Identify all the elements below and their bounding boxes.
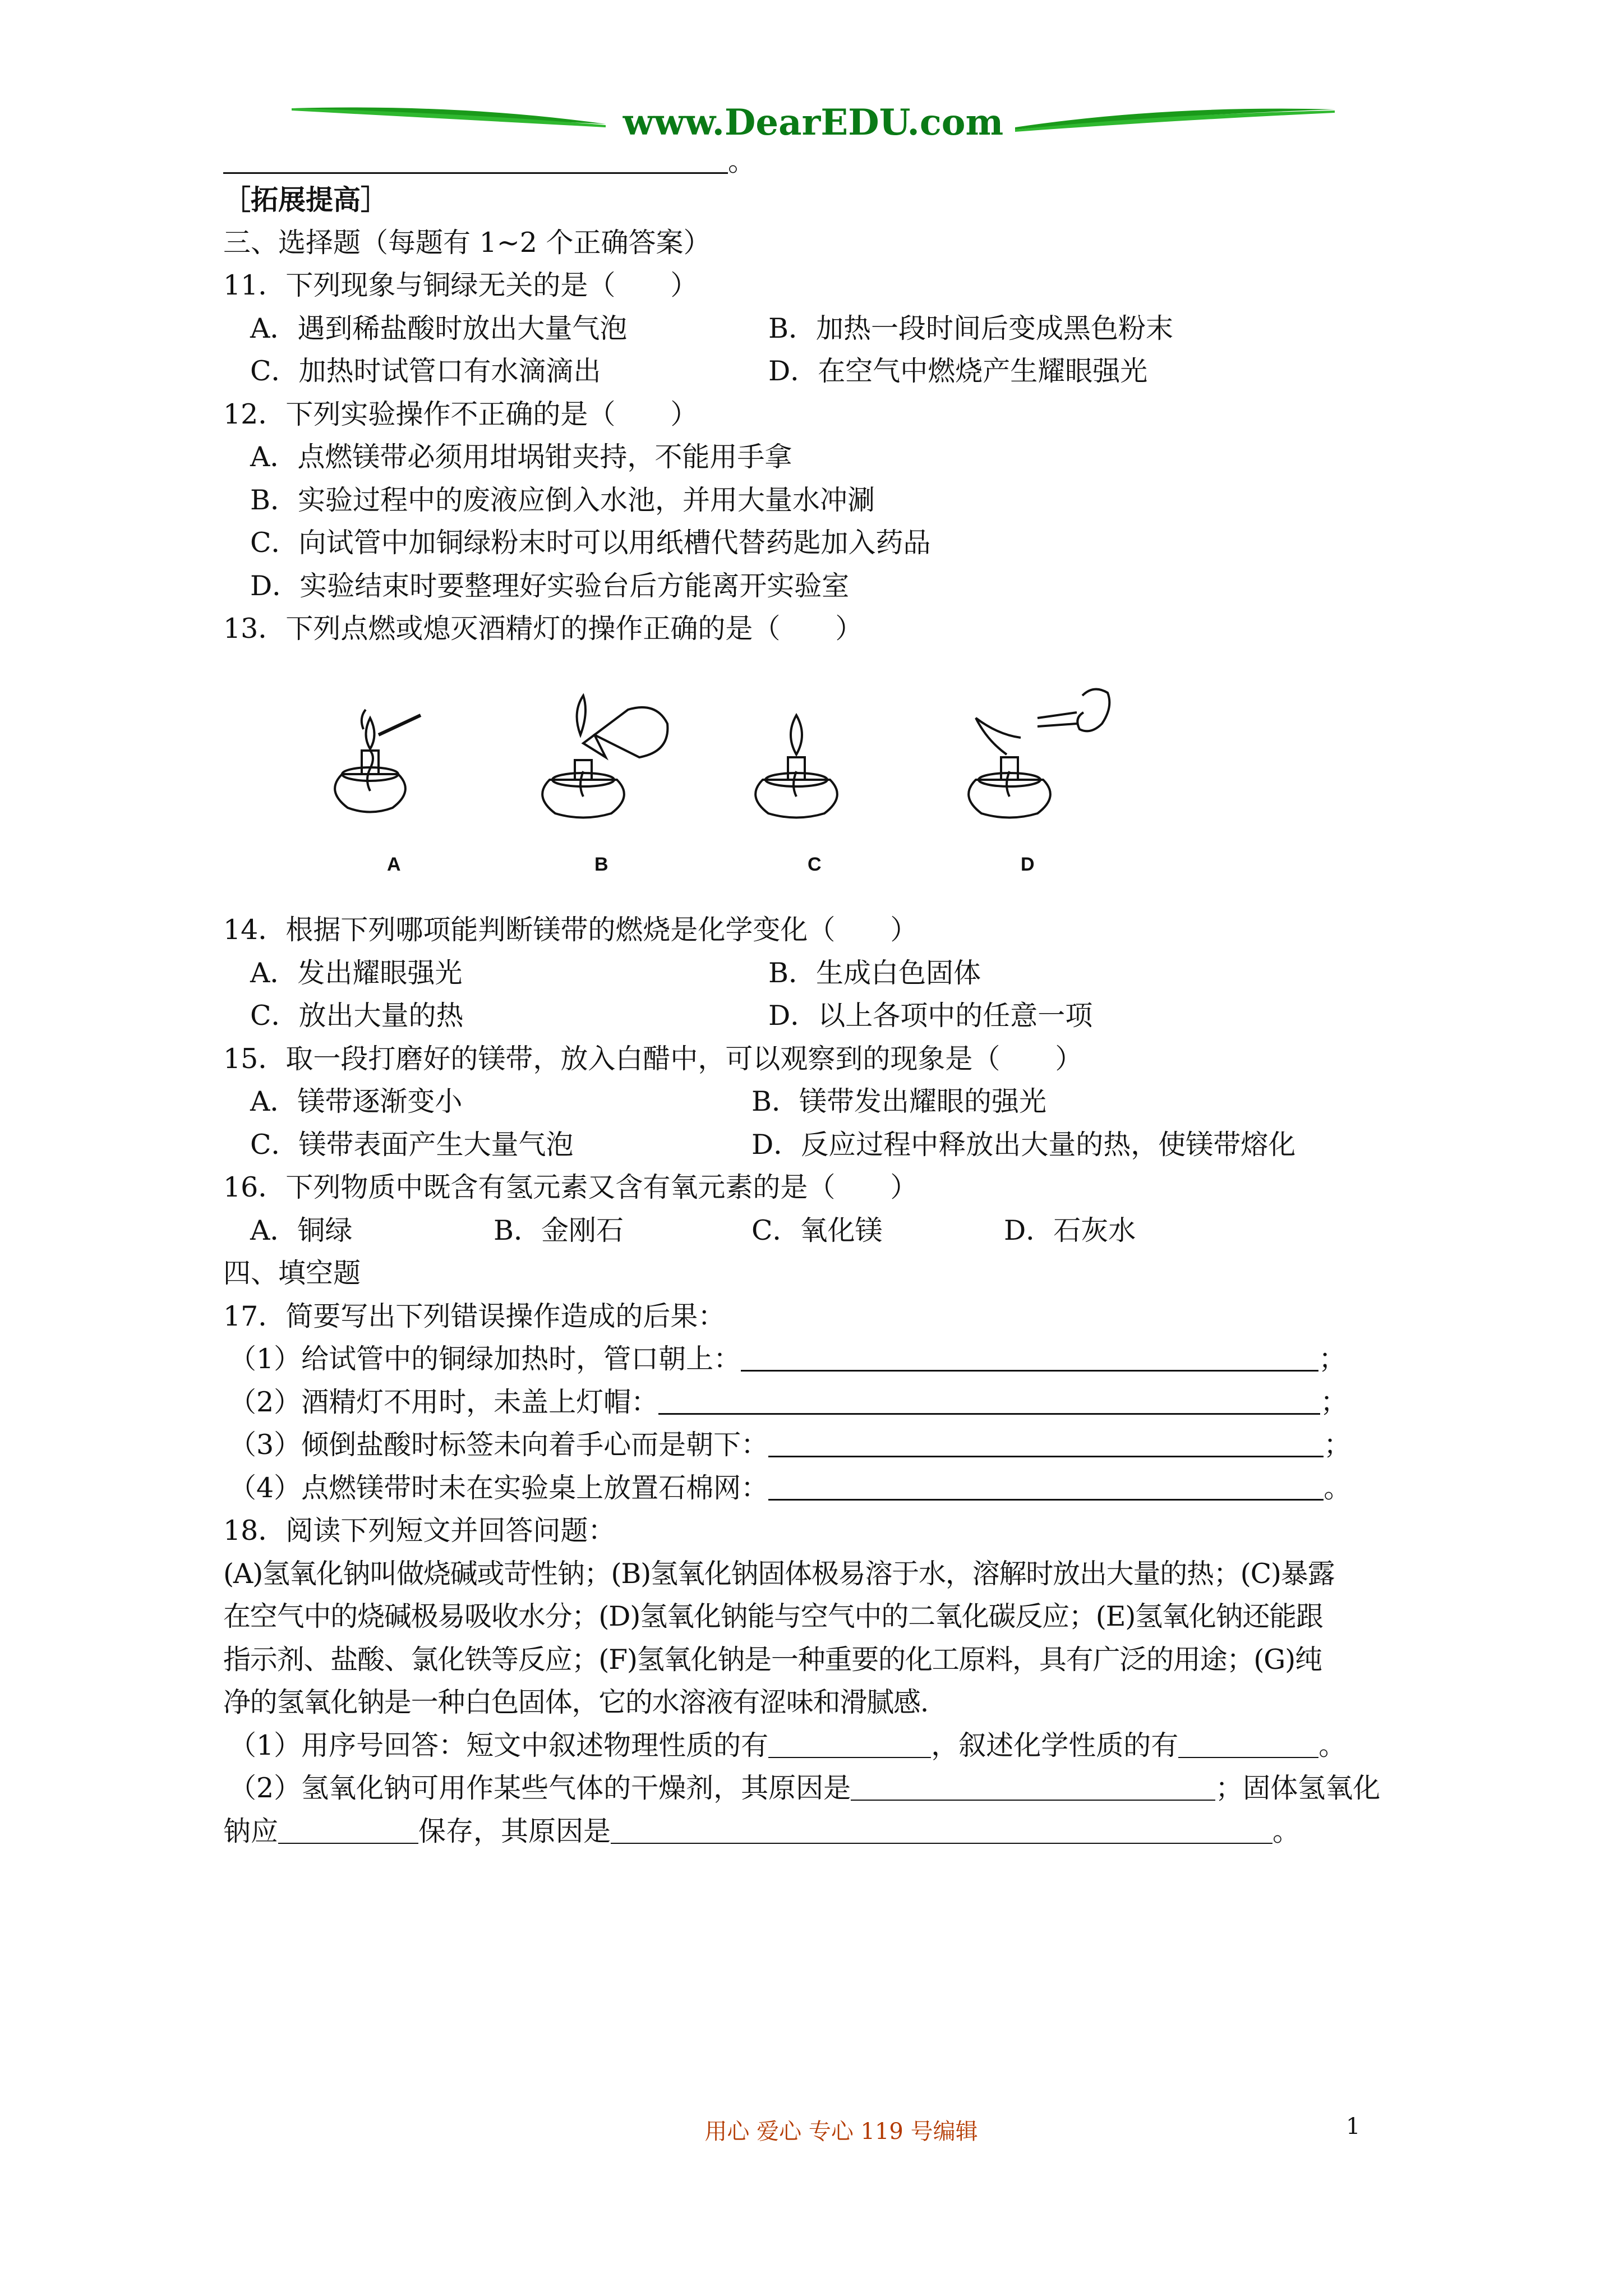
figure-label-a: A (387, 854, 401, 875)
q17-item-4: （4）点燃镁带时未在实验桌上放置石棉网： 。 (229, 1467, 1351, 1510)
q17-stem: 17．简要写出下列错误操作造成的后果： (223, 1300, 726, 1332)
q12-option-d[interactable]: D．实验结束时要整理好实验台后方能离开实验室 (250, 570, 850, 602)
site-logo[interactable]: www.DearEDU.com (623, 102, 1004, 144)
q16-option-b[interactable]: B．金刚石 (494, 1214, 624, 1246)
q15-option-d[interactable]: D．反应过程中释放出大量的热，使镁带熔化 (751, 1129, 1296, 1161)
q18-blank-storage[interactable] (278, 1814, 418, 1844)
q11-option-b[interactable]: B．加热一段时间后变成黑色粉末 (768, 312, 1174, 344)
q18-blank-reason-2[interactable] (611, 1814, 1272, 1844)
q15-option-b[interactable]: B．镁带发出耀眼的强光 (751, 1085, 1047, 1117)
q14-option-a[interactable]: A．发出耀眼强光 (250, 957, 463, 989)
q18-sub2-cont: 钠应 保存，其原因是 。 (223, 1810, 1300, 1853)
q14-option-d[interactable]: D．以上各项中的任意一项 (768, 1000, 1093, 1032)
q11-option-a[interactable]: A．遇到稀盐酸时放出大量气泡 (250, 312, 628, 344)
q16-option-c[interactable]: C．氧化镁 (751, 1214, 883, 1246)
q18-stem: 18．阅读下列短文并回答问题： (223, 1515, 616, 1547)
q18-para-line-4: 净的氢氧化钠是一种白色固体，它的水溶液有涩味和滑腻感. (223, 1686, 929, 1718)
q14-stem: 14．根据下列哪项能判断镁带的燃烧是化学变化（ ） (223, 914, 918, 946)
q12-option-c[interactable]: C．向试管中加铜绿粉末时可以用纸槽代替药匙加入药品 (250, 527, 931, 559)
q16-option-a[interactable]: A．铜绿 (250, 1214, 353, 1246)
q14-option-c[interactable]: C．放出大量的热 (250, 1000, 464, 1032)
q17-item-1: （1）给试管中的铜绿加热时，管口朝上： ； (229, 1338, 1346, 1381)
q15-option-a[interactable]: A．镁带逐渐变小 (250, 1085, 463, 1117)
q15-option-c[interactable]: C．镁带表面产生大量气泡 (250, 1129, 574, 1161)
q15-stem: 15．取一段打磨好的镁带，放入白醋中，可以观察到的现象是（ ） (223, 1043, 1083, 1075)
q18-blank-chemical[interactable] (1178, 1728, 1318, 1758)
q12-option-b[interactable]: B．实验过程中的废液应倒入水池，并用大量水冲涮 (250, 484, 875, 516)
q16-option-d[interactable]: D．石灰水 (1004, 1214, 1136, 1246)
q11-option-c[interactable]: C．加热时试管口有水滴滴出 (250, 355, 601, 387)
continuation-line: 。 (223, 140, 755, 183)
q18-para-line-1: (A)氢氧化钠叫做烧碱或苛性钠；(B)氢氧化钠固体极易溶于水，溶解时放出大量的热；(C)暴露 (223, 1558, 1335, 1590)
q17-blank-2[interactable] (658, 1384, 1320, 1415)
q12-stem: 12．下列实验操作不正确的是（ ） (223, 398, 698, 430)
alcohol-lamp-figures-icon (314, 651, 1155, 853)
q16-stem: 16．下列物质中既含有氢元素又含有氧元素的是（ ） (223, 1171, 918, 1203)
q11-stem: 11．下列现象与铜绿无关的是（ ） (223, 269, 698, 301)
q18-sub1: （1）用序号回答：短文中叙述物理性质的有 ，叙述化学性质的有 。 (229, 1724, 1346, 1768)
q14-option-b[interactable]: B．生成白色固体 (768, 957, 981, 989)
q17-blank-3[interactable] (768, 1427, 1324, 1457)
footer-text: 用心 爱心 专心 119 号编辑 (704, 2119, 978, 2145)
q17-item-2: （2）酒精灯不用时，未盖上灯帽： ； (229, 1381, 1348, 1424)
lamp-d-icon (969, 689, 1109, 818)
q13-stem: 13．下列点燃或熄灭酒精灯的操作正确的是（ ） (223, 613, 863, 645)
figure-label-d: D (1021, 854, 1035, 875)
page-number: 1 (1346, 2114, 1361, 2139)
q12-option-a[interactable]: A．点燃镁带必须用坩埚钳夹持，不能用手拿 (250, 441, 792, 473)
answer-blank[interactable] (223, 143, 728, 174)
q18-para-line-2: 在空气中的烧碱极易吸收水分；(D)氢氧化钠能与空气中的二氧化碳反应；(E)氢氧化钠还能跟 (223, 1600, 1323, 1632)
lamp-a-icon (335, 710, 421, 812)
section-extend-title: ［拓展提高］ (223, 183, 389, 216)
q17-blank-1[interactable] (741, 1341, 1318, 1372)
q11-option-d[interactable]: D．在空气中燃烧产生耀眼强光 (768, 355, 1148, 387)
q17-item-3: （3）倾倒盐酸时标签未向着手心而是朝下： ； (229, 1424, 1351, 1467)
lamp-c-icon (755, 651, 837, 818)
q18-blank-physical[interactable] (768, 1728, 931, 1758)
q17-blank-4[interactable] (768, 1470, 1324, 1501)
q18-blank-reason-1[interactable] (851, 1770, 1215, 1801)
section4-title: 四、填空题 (223, 1257, 361, 1289)
section3-title: 三、选择题（每题有 1~2 个正确答案） (223, 227, 711, 259)
q13-figures (314, 651, 1155, 886)
figure-label-c: C (808, 854, 822, 875)
q18-para-line-3: 指示剂、盐酸、氯化铁等反应；(F)氢氧化钠是一种重要的化工原料，具有广泛的用途；(G)纯 (223, 1644, 1322, 1676)
lamp-b-icon (542, 696, 667, 818)
q18-sub2: （2）氢氧化钠可用作某些气体的干燥剂，其原因是 ；固体氢氧化 (229, 1767, 1380, 1810)
figure-label-b: B (594, 854, 608, 875)
